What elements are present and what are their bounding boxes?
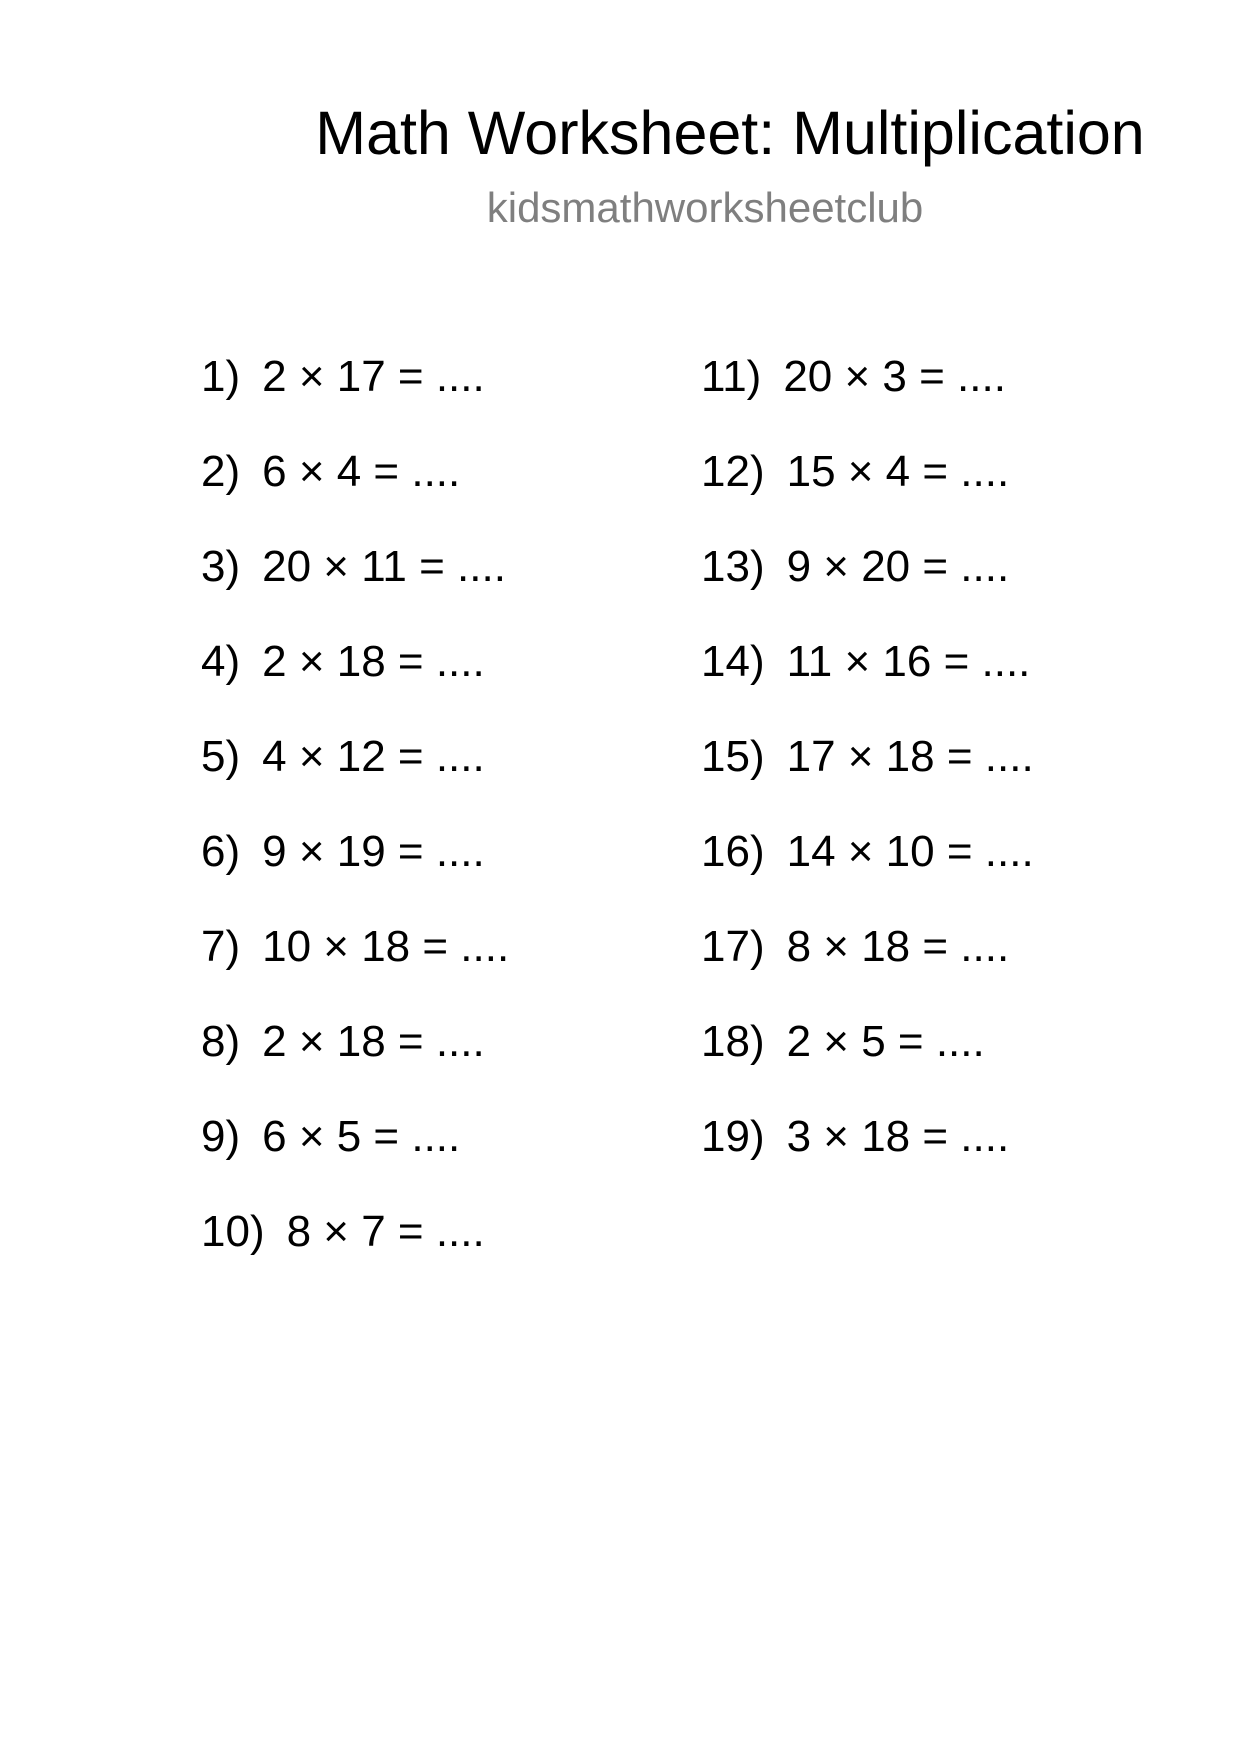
problem-item [201,1112,509,1207]
problem-item [701,922,1034,1017]
problem-number: 8) [201,1017,241,1066]
problem-item [201,732,509,827]
problem-expression: 14 × 10 = .... [786,827,1034,876]
problem-number: 14) [701,637,765,686]
problem-number: 11) [701,352,762,401]
problem-number: 9) [201,1112,241,1161]
problem-number: 16) [701,827,765,876]
problem-item [201,922,509,1017]
problem-number: 12) [701,447,765,496]
problem-column-right [701,352,1034,1207]
problem-item [701,732,1034,827]
problem-item [201,352,509,447]
problem-expression: 2 × 17 = .... [262,352,485,401]
problem-item [701,637,1034,732]
problem-item [201,827,509,922]
problem-number: 4) [201,637,241,686]
problem-number: 17) [701,922,765,971]
problem-expression: 9 × 19 = .... [262,827,485,876]
problem-expression: 10 × 18 = .... [262,922,510,971]
problem-number: 13) [701,542,765,591]
page-title: Math Worksheet: Multiplication [315,99,1145,167]
problem-item [701,827,1034,922]
problem-expression: 4 × 12 = .... [262,732,485,781]
problem-expression: 8 × 7 = .... [286,1207,485,1256]
problem-number: 5) [201,732,241,781]
problem-number: 19) [701,1112,765,1161]
site-name: kidsmathworksheetclub [486,184,924,231]
problem-item [201,542,509,637]
problem-expression: 17 × 18 = .... [786,732,1034,781]
problem-expression: 6 × 4 = .... [262,447,461,496]
problem-column-left [201,352,509,1302]
problem-expression: 2 × 18 = .... [262,637,485,686]
problem-expression: 11 × 16 = .... [786,637,1031,686]
problem-expression: 15 × 4 = .... [786,447,1010,496]
problem-number: 2) [201,447,241,496]
problem-expression: 6 × 5 = .... [262,1112,461,1161]
problem-item [701,447,1034,542]
problem-expression: 20 × 11 = .... [262,542,506,591]
problem-item [701,1112,1034,1207]
problem-number: 7) [201,922,241,971]
problem-item [701,1017,1034,1112]
problem-item [701,542,1034,637]
problem-number: 3) [201,542,241,591]
problem-item [201,447,509,542]
problem-number: 6) [201,827,241,876]
problem-expression: 8 × 18 = .... [786,922,1010,971]
problem-number: 15) [701,732,765,781]
problem-expression: 2 × 18 = .... [262,1017,485,1066]
problem-expression: 3 × 18 = .... [786,1112,1010,1161]
problem-number: 18) [701,1017,765,1066]
problem-expression: 20 × 3 = .... [783,352,1006,401]
problem-expression: 2 × 5 = .... [786,1017,985,1066]
problem-expression: 9 × 20 = .... [786,542,1010,591]
problem-number: 1) [201,352,241,401]
problem-item [201,637,509,732]
problem-number: 10) [201,1207,265,1256]
problem-item [201,1017,509,1112]
problem-item [201,1207,509,1302]
problem-item [701,352,1034,447]
